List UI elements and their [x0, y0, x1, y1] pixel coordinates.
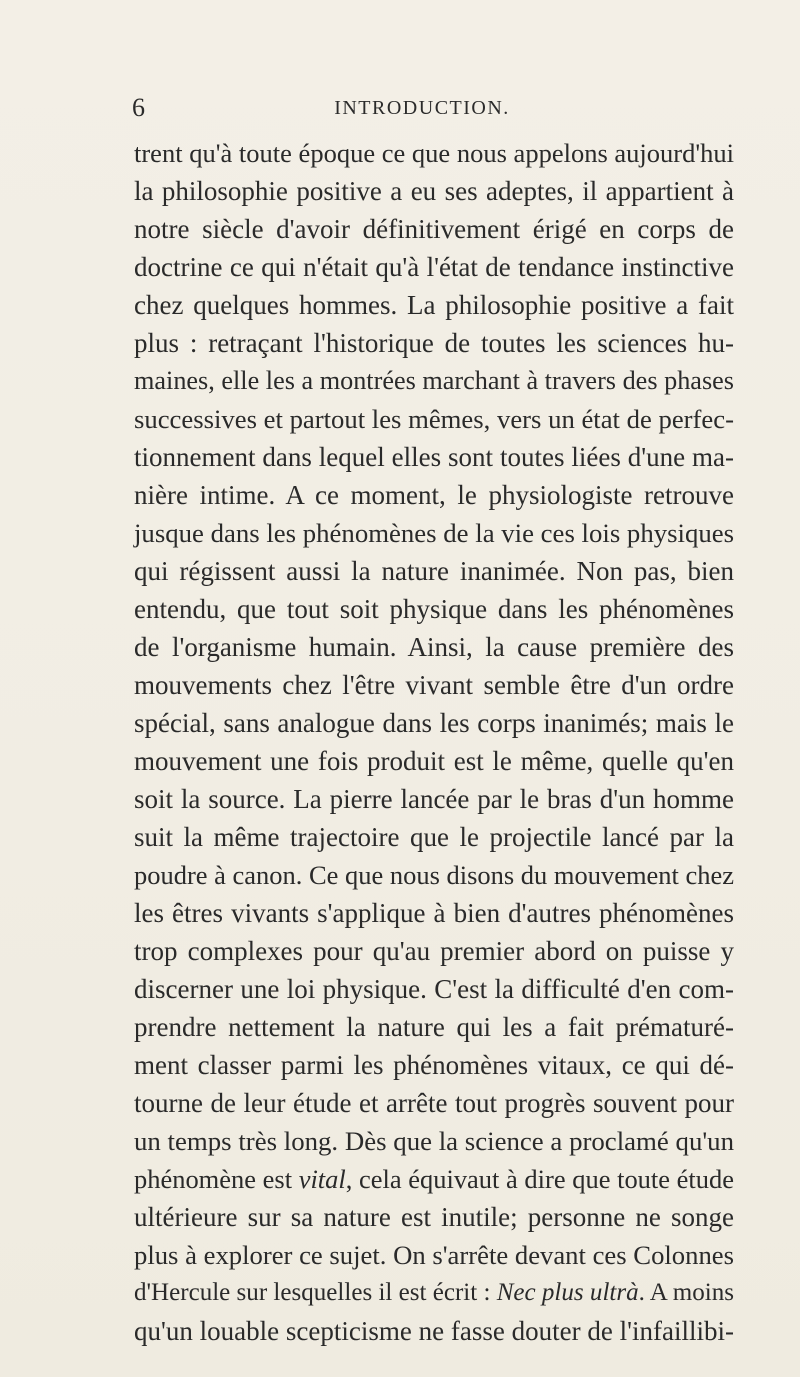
- text-line: qui régissent aussi la nature inanimée. Non pas, bien: [134, 556, 734, 586]
- italic-term: vital: [298, 1164, 346, 1194]
- text-segment: phénomène est: [134, 1164, 299, 1194]
- text-line: mouvements chez l'être vivant semble être d'un ordre: [134, 670, 734, 700]
- text-line-with-italic: [134, 1274, 734, 1312]
- text-line: spécial, sans analogue dans les corps inanimés; mais le: [134, 708, 734, 738]
- text-line: plus à explorer ce sujet. On s'arrête devant ces Colonnes: [134, 1240, 734, 1270]
- text-line: poudre à canon. Ce que nous disons du mouvement chez: [134, 860, 734, 890]
- text-line: notre siècle d'avoir définitivement érigé en corps de: [134, 214, 734, 244]
- italic-quotation: Nec plus ultrà: [496, 1279, 639, 1306]
- page-header: [132, 88, 712, 128]
- text-line: de l'organisme humain. Ainsi, la cause première des: [134, 632, 734, 662]
- text-line: ment classer parmi les phénomènes vitaux, ce qui dé-: [134, 1050, 734, 1080]
- text-line: trop complexes pour qu'au premier abord on puisse y: [134, 936, 734, 966]
- text-line: un temps très long. Dès que la science a proclamé qu'un: [134, 1126, 734, 1156]
- text-segment: , cela équivaut à dire que toute étude: [345, 1164, 734, 1194]
- running-title: INTRODUCTION.: [334, 97, 510, 119]
- page-number: 6: [132, 93, 146, 122]
- text-line: ultérieure sur sa nature est inutile; personne ne songe: [134, 1202, 734, 1232]
- body-text: [134, 134, 734, 1350]
- text-line: qu'un louable scepticisme ne fasse douter de l'infaillibi-: [134, 1316, 734, 1346]
- text-line: tionnement dans lequel elles sont toutes liées d'une ma-: [134, 442, 734, 472]
- text-line: la philosophie positive a eu ses adeptes, il appartient à: [134, 176, 734, 206]
- text-line: mouvement une fois produit est le même, quelle qu'en: [134, 746, 734, 776]
- text-line: discerner une loi physique. C'est la difficulté d'en com-: [134, 974, 734, 1004]
- text-line: trent qu'à toute époque ce que nous appelons aujourd'hui: [134, 138, 734, 168]
- text-segment: . A moins: [638, 1279, 734, 1306]
- text-line: prendre nettement la nature qui les a fait prématuré-: [134, 1012, 734, 1042]
- text-line: entendu, que tout soit physique dans les phénomènes: [134, 594, 734, 624]
- text-line-with-italic: [134, 1160, 734, 1198]
- text-line: jusque dans les phénomènes de la vie ces lois physiques: [134, 518, 734, 548]
- text-line: soit la source. La pierre lancée par le bras d'un homme: [134, 784, 734, 814]
- text-line: doctrine ce qui n'était qu'à l'état de tendance instinctive: [134, 252, 734, 282]
- text-line: chez quelques hommes. La philosophie positive a fait: [134, 290, 734, 320]
- text-line: successives et partout les mêmes, vers un état de perfec-: [134, 404, 734, 434]
- text-line: maines, elle les a montrées marchant à travers des phases: [134, 366, 734, 395]
- text-line: les êtres vivants s'applique à bien d'autres phénomènes: [134, 898, 734, 928]
- text-line: nière intime. A ce moment, le physiologiste retrouve: [134, 480, 734, 510]
- text-line: plus : retraçant l'historique de toutes les sciences hu-: [134, 328, 734, 358]
- text-segment: d'Hercule sur lesquelles il est écrit :: [134, 1279, 497, 1306]
- text-line: tourne de leur étude et arrête tout progrès souvent pour: [134, 1088, 734, 1118]
- text-line: suit la même trajectoire que le projectile lancé par la: [134, 822, 734, 852]
